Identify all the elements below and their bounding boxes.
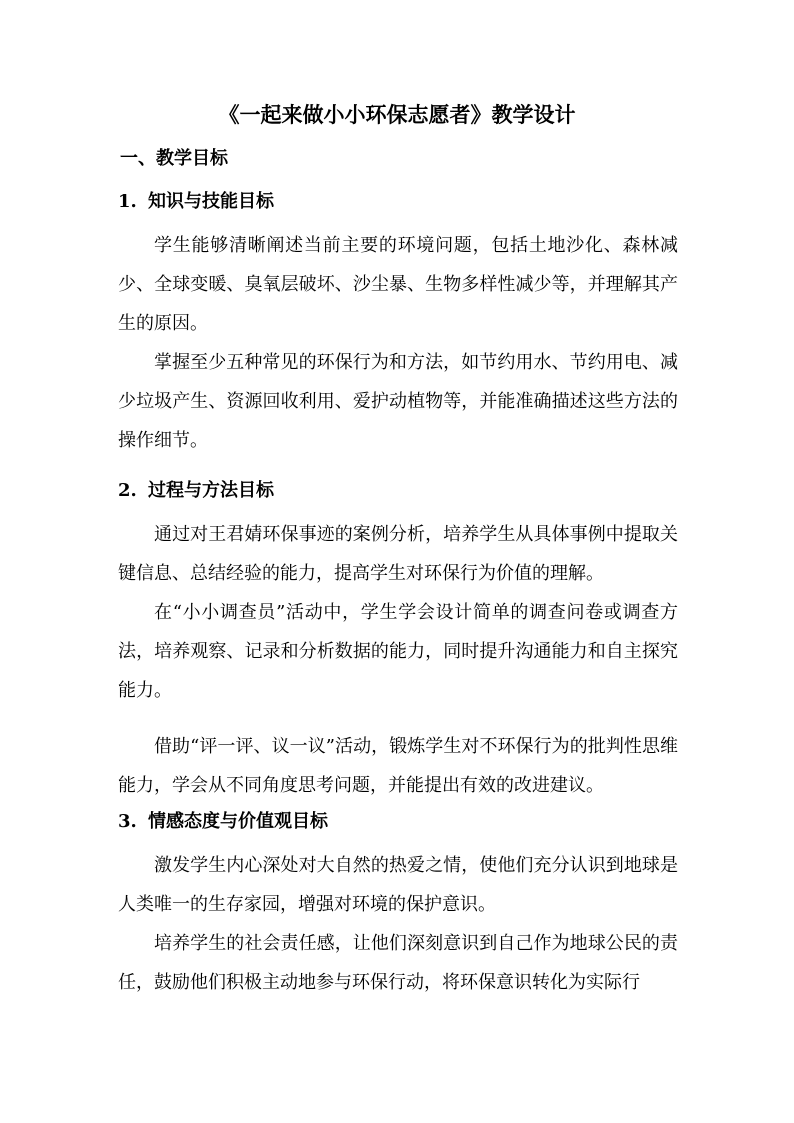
paragraph-critical-thinking: 借助“评一评、议一议”活动，锻炼学生对不环保行为的批判性思维能力，学会从不同角度思考问题，并能提出有效的改进建议。: [118, 736, 678, 796]
paragraph-environment-problems: 学生能够清晰阐述当前主要的环境问题，包括土地沙化、森林减少、全球变暖、臭氧层破坏、沙尘暴、生物多样性减少等，并理解其产生的原因。: [118, 235, 678, 334]
paragraph-survey-activity: 在“小小调查员”活动中，学生学会设计简单的调查问卷或调查方法，培养观察、记录和分析数据的能力，同时提升沟通能力和自主探究能力。: [118, 602, 678, 701]
subsection-heading-attitudes-values: [118, 808, 328, 836]
paragraph-eco-behaviors: 掌握至少五种常见的环保行为和方法，如节约用水、节约用电、减少垃圾产生、资源回收利用、爱护动植物等，并能准确描述这些方法的操作细节。: [118, 352, 678, 451]
paragraph-love-nature: 激发学生内心深处对大自然的热爱之情，使他们充分认识到地球是人类唯一的生存家园，增强对环境的保护意识。: [118, 855, 678, 915]
subsection-title: 过程与方法目标: [148, 480, 274, 501]
subsection-title: 知识与技能目标: [148, 191, 274, 212]
subsection-heading-knowledge-skills: [118, 188, 274, 216]
subsection-number: 2.: [118, 480, 137, 501]
subsection-heading-process-methods: [118, 477, 274, 505]
subsection-number: 3.: [118, 811, 137, 832]
paragraph-case-analysis: 通过对王君婧环保事迹的案例分析，培养学生从具体事例中提取关键信息、总结经验的能力，提高学生对环保行为价值的理解。: [118, 524, 678, 584]
subsection-number: 1.: [118, 191, 137, 212]
subsection-title: 情感态度与价值观目标: [148, 811, 328, 832]
document-title: 《一起来做小小环保志愿者》教学设计: [218, 102, 576, 127]
section-heading-teaching-goals: 一、教学目标: [120, 148, 228, 169]
paragraph-social-responsibility: 培养学生的社会责任感，让他们深刻意识到自己作为地球公民的责任，鼓励他们积极主动地参与环保行动，将环保意识转化为实际行: [118, 933, 678, 993]
